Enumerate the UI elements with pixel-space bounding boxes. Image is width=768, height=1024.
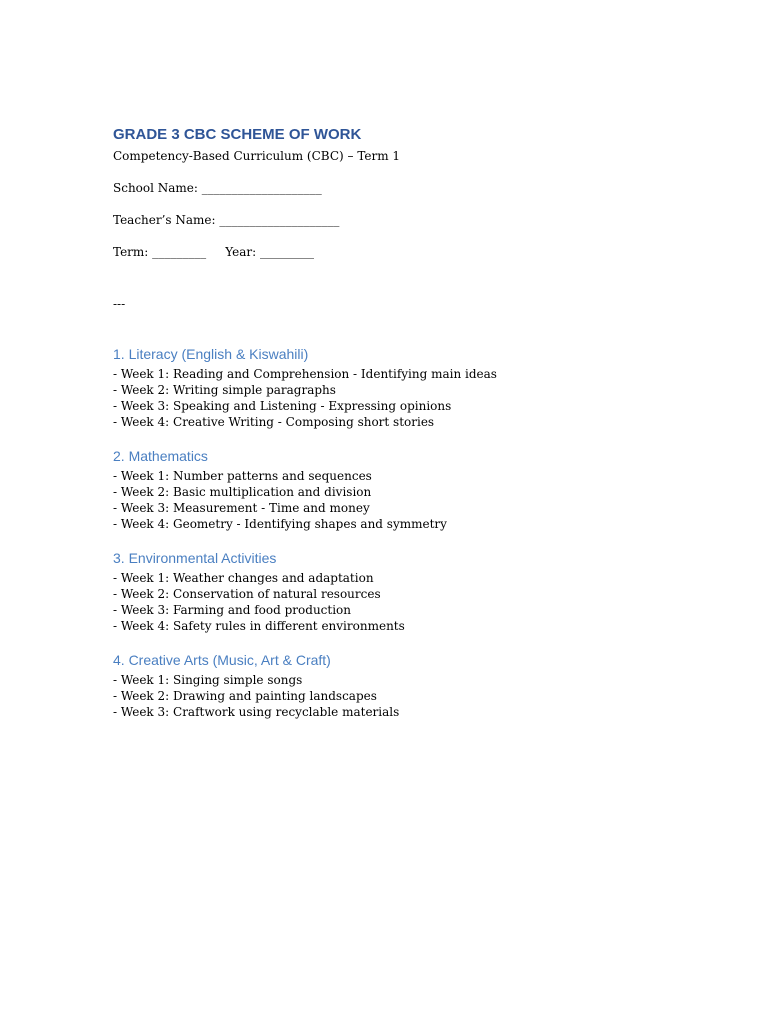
section-heading: 4. Creative Arts (Music, Art & Craft) — [113, 652, 331, 668]
section-heading: 1. Literacy (English & Kiswahili) — [113, 346, 309, 362]
week-list — [113, 468, 673, 532]
list-item: - Week 2: Writing simple paragraphs — [113, 383, 336, 397]
document-body — [113, 124, 673, 720]
term-year-field: Term: _________ Year: _________ — [113, 245, 314, 259]
list-item: - Week 1: Reading and Comprehension - Identifying main ideas — [113, 367, 497, 381]
section-heading: 2. Mathematics — [113, 448, 208, 464]
list-item: - Week 1: Number patterns and sequences — [113, 469, 372, 483]
teacher-name-field: Teacher’s Name: ____________________ — [113, 213, 340, 227]
week-list — [113, 366, 673, 430]
list-item: - Week 2: Basic multiplication and division — [113, 485, 372, 499]
week-list — [113, 672, 673, 720]
list-item: - Week 4: Creative Writing - Composing short stories — [113, 415, 435, 429]
school-name-field: School Name: ____________________ — [113, 181, 322, 195]
week-list — [113, 570, 673, 634]
section-literacy — [113, 344, 673, 430]
list-item: - Week 4: Safety rules in different environments — [113, 619, 405, 633]
list-item: - Week 2: Conservation of natural resources — [113, 587, 381, 601]
section-mathematics — [113, 446, 673, 532]
list-item: - Week 3: Craftwork using recyclable materials — [113, 705, 400, 719]
list-item: - Week 2: Drawing and painting landscapes — [113, 689, 377, 703]
section-creative-arts — [113, 650, 673, 720]
list-item: - Week 4: Geometry - Identifying shapes and symmetry — [113, 517, 447, 531]
document-title: GRADE 3 CBC SCHEME OF WORK — [113, 126, 362, 143]
list-item: - Week 1: Weather changes and adaptation — [113, 571, 374, 585]
list-item: - Week 1: Singing simple songs — [113, 673, 303, 687]
document-subtitle: Competency-Based Curriculum (CBC) – Term 1 — [113, 149, 401, 163]
separator: --- — [113, 297, 126, 311]
list-item: - Week 3: Measurement - Time and money — [113, 501, 370, 515]
section-heading: 3. Environmental Activities — [113, 550, 277, 566]
list-item: - Week 3: Farming and food production — [113, 603, 352, 617]
list-item: - Week 3: Speaking and Listening - Expressing opinions — [113, 399, 452, 413]
section-environmental-activities — [113, 548, 673, 634]
